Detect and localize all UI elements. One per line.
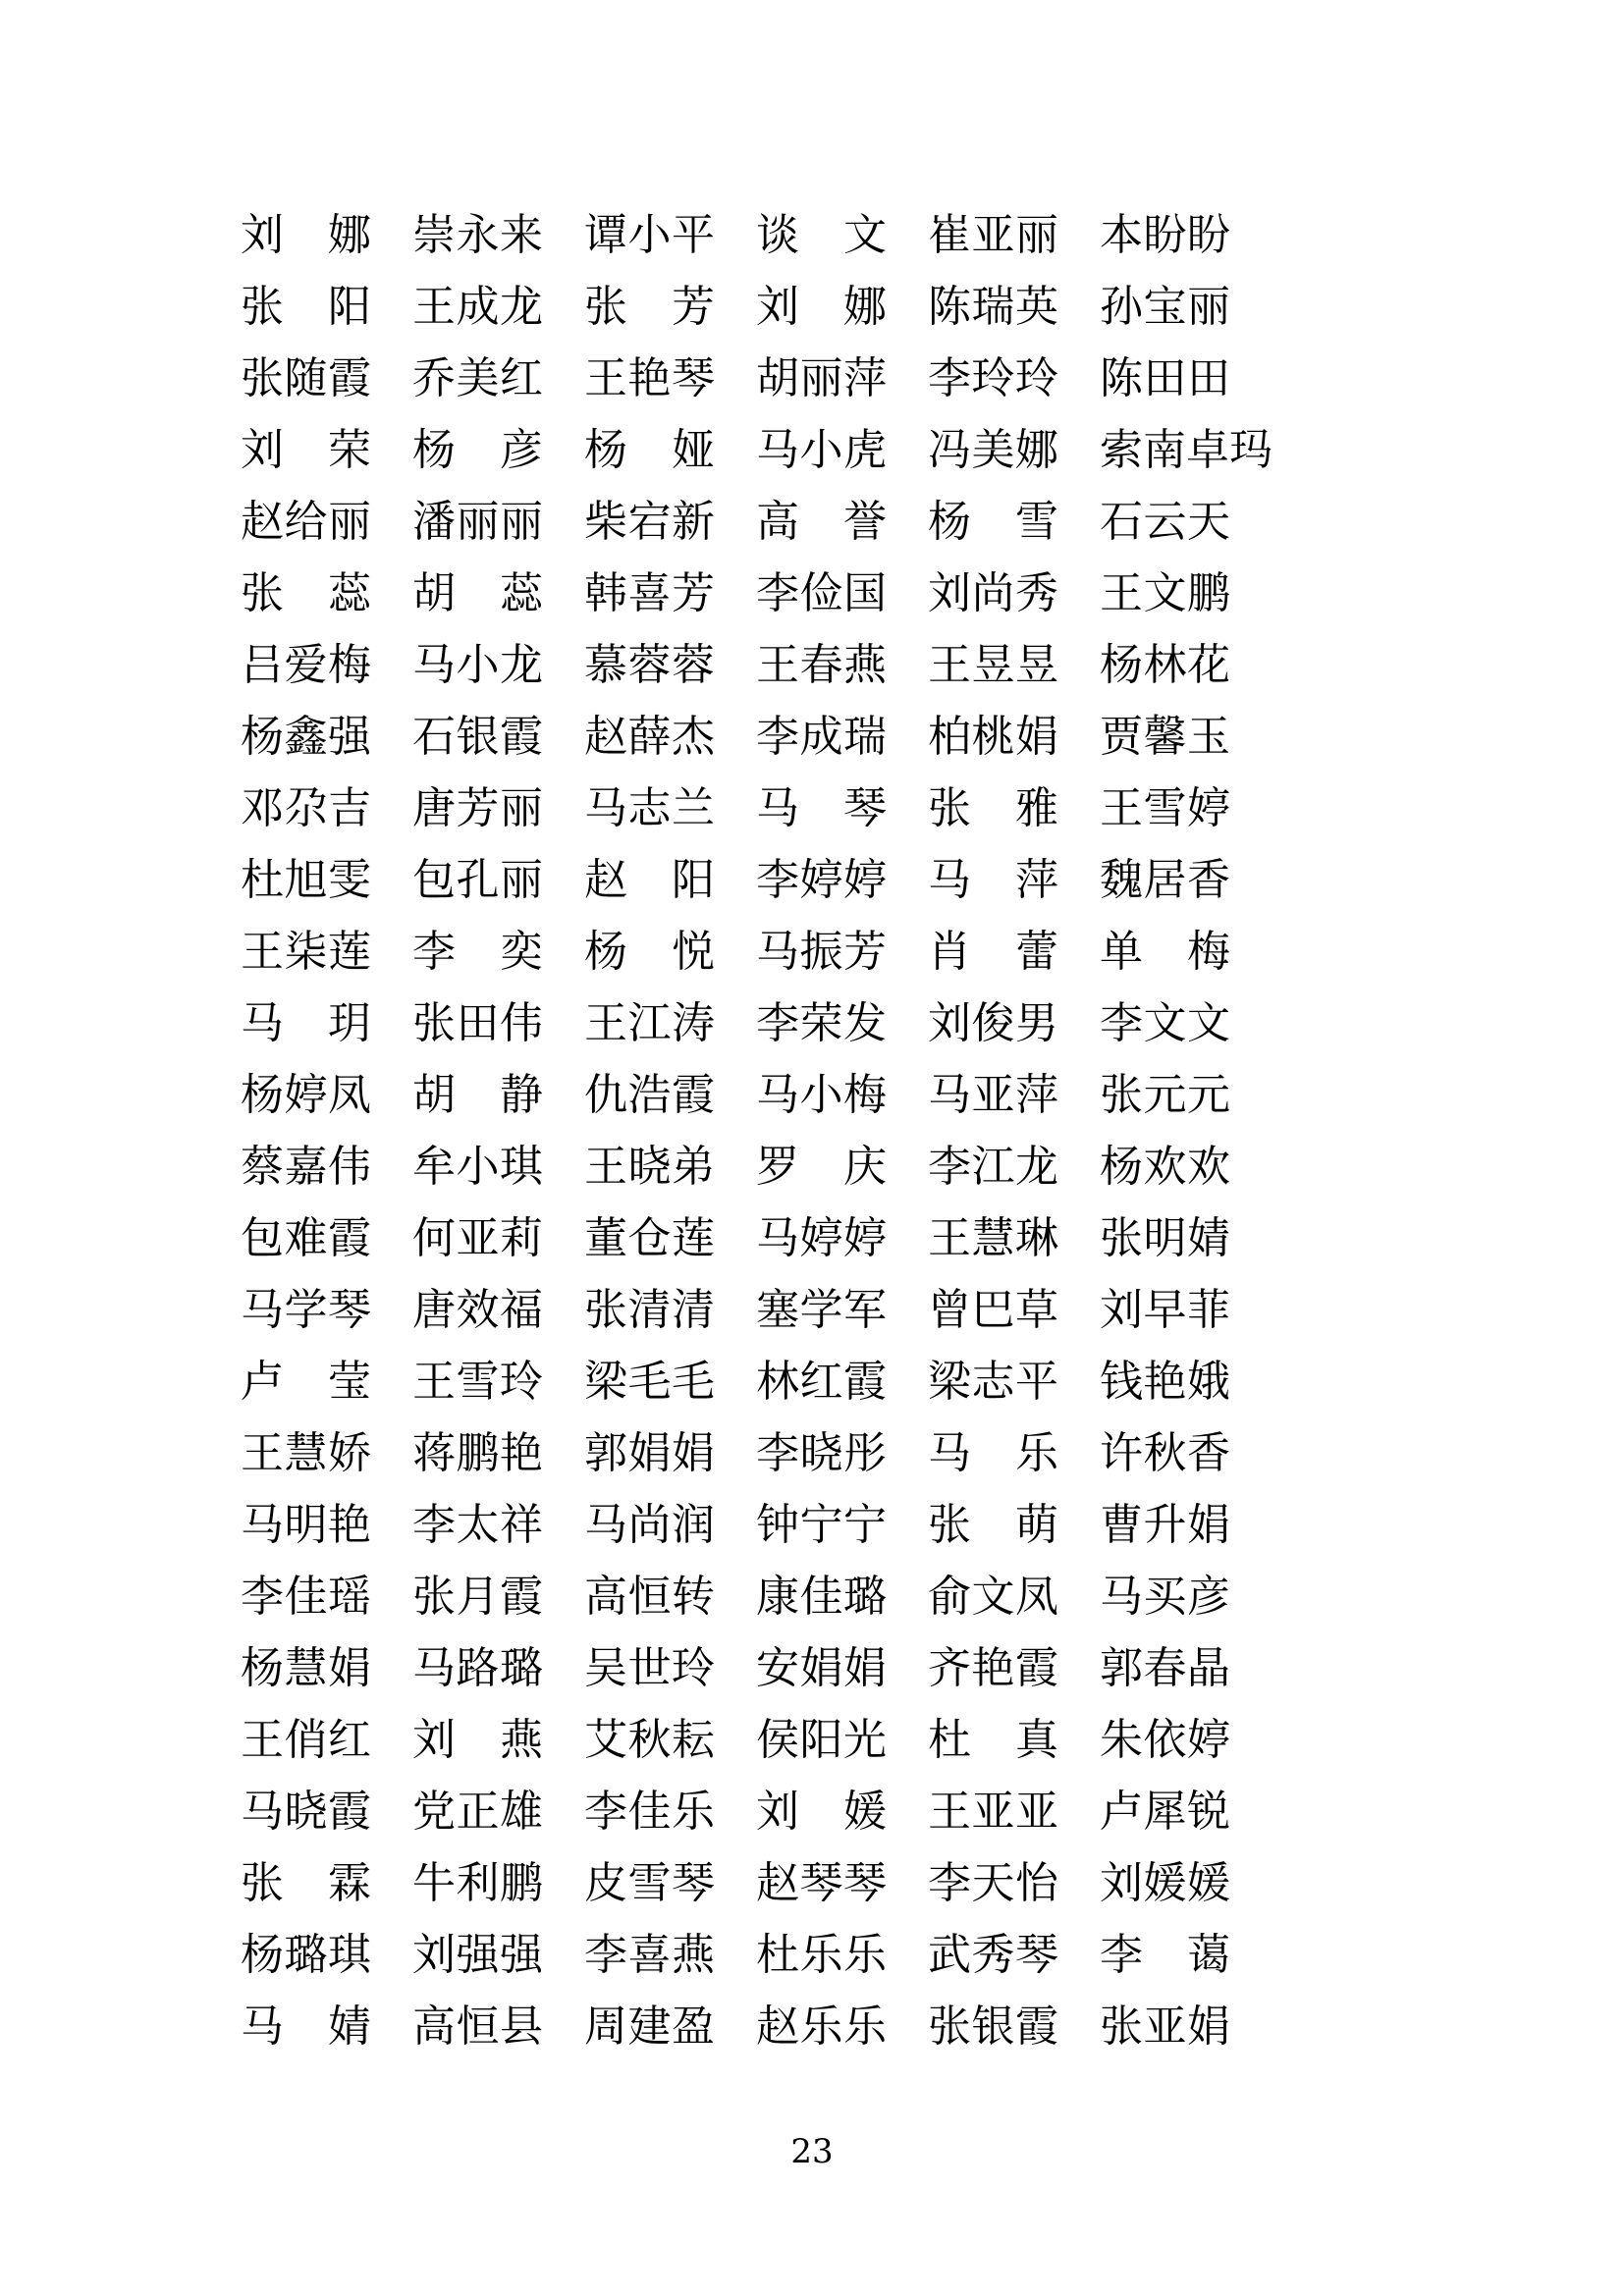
person-name: 王 慧 琳 <box>928 1213 1058 1263</box>
person-name: 杨 婷 凤 <box>241 1070 371 1120</box>
person-name: 马 买 彦 <box>1100 1572 1230 1622</box>
person-name: 孙 宝 丽 <box>1100 282 1230 332</box>
person-name: 李 婷 婷 <box>756 855 887 905</box>
person-name: 陈 瑞 英 <box>928 282 1058 332</box>
page-number: 23 <box>790 2132 834 2171</box>
person-name: 齐 艳 霞 <box>928 1643 1058 1693</box>
person-name: 李 玲 玲 <box>928 353 1058 403</box>
person-name: 杨 彦 <box>412 425 543 475</box>
person-name: 董 仓 莲 <box>584 1213 715 1263</box>
person-name: 马 乐 <box>928 1428 1058 1478</box>
person-name: 马 小 龙 <box>412 640 543 690</box>
names-row <box>241 1776 1399 1847</box>
person-name: 安 娟 娟 <box>756 1643 887 1693</box>
names-row <box>241 916 1399 988</box>
person-name: 马 振 芳 <box>756 927 887 977</box>
person-name: 王 雪 婷 <box>1100 783 1230 833</box>
names-row <box>241 701 1399 773</box>
person-name: 马 玥 <box>241 998 371 1048</box>
person-name: 李 蔼 <box>1100 1930 1230 1980</box>
person-name: 吕 爱 梅 <box>241 640 371 690</box>
person-name: 包 孔 丽 <box>412 855 543 905</box>
person-name: 王 慧 娇 <box>241 1428 371 1478</box>
person-name: 武 秀 琴 <box>928 1930 1058 1980</box>
person-name: 曾 巴 草 <box>928 1285 1058 1335</box>
person-name: 刘 强 强 <box>412 1930 543 1980</box>
names-row <box>241 988 1399 1059</box>
person-name: 刘 燕 <box>412 1715 543 1765</box>
person-name: 马 晓 霞 <box>241 1787 371 1837</box>
person-name: 赵 阳 <box>584 855 715 905</box>
names-grid <box>241 199 1399 2062</box>
person-name: 李 江 龙 <box>928 1142 1058 1192</box>
person-name: 杜 旭 雯 <box>241 855 371 905</box>
names-row <box>241 1919 1399 1991</box>
names-row <box>241 1131 1399 1202</box>
names-row <box>241 1847 1399 1919</box>
person-name: 唐 芳 丽 <box>412 783 543 833</box>
person-name: 赵 薛 杰 <box>584 712 715 762</box>
person-name: 韩 喜 芳 <box>584 568 715 618</box>
person-name: 马 小 虎 <box>756 425 887 475</box>
person-name: 杨 悦 <box>584 927 715 977</box>
person-name: 张 萌 <box>928 1500 1058 1550</box>
person-name: 王 江 涛 <box>584 998 715 1048</box>
person-name: 钱 艳 娥 <box>1100 1357 1230 1407</box>
person-name: 马 路 璐 <box>412 1643 543 1693</box>
person-name: 张 蕊 <box>241 568 371 618</box>
person-name: 刘 媛 媛 <box>1100 1858 1230 1908</box>
person-name: 包 难 霞 <box>241 1213 371 1263</box>
person-name: 周 建 盈 <box>584 2002 715 2052</box>
person-name: 张 芳 <box>584 282 715 332</box>
names-row <box>241 199 1399 271</box>
person-name: 马 婧 <box>241 2002 371 2052</box>
person-name: 杨 璐 琪 <box>241 1930 371 1980</box>
person-name: 塞 学 军 <box>756 1285 887 1335</box>
names-row <box>241 414 1399 486</box>
person-name: 王 俏 红 <box>241 1715 371 1765</box>
person-name: 邓 尕 吉 <box>241 783 371 833</box>
person-name: 马 明 艳 <box>241 1500 371 1550</box>
names-row <box>241 1417 1399 1489</box>
person-name: 蒋 鹏 艳 <box>412 1428 543 1478</box>
person-name: 王 昱 昱 <box>928 640 1058 690</box>
person-name: 皮 雪 琴 <box>584 1858 715 1908</box>
person-name: 马 萍 <box>928 855 1058 905</box>
person-name: 李 晓 彤 <box>756 1428 887 1478</box>
person-name: 高 恒 县 <box>412 2002 543 2052</box>
person-name: 马 小 梅 <box>756 1070 887 1120</box>
person-name: 马 学 琴 <box>241 1285 371 1335</box>
person-name: 高 恒 转 <box>584 1572 715 1622</box>
person-name: 李 荣 发 <box>756 998 887 1048</box>
person-name: 林 红 霞 <box>756 1357 887 1407</box>
person-name: 王 雪 玲 <box>412 1357 543 1407</box>
person-name: 许 秋 香 <box>1100 1428 1230 1478</box>
names-row <box>241 343 1399 414</box>
person-name: 郭 春 晶 <box>1100 1643 1230 1693</box>
person-name: 王 文 鹏 <box>1100 568 1230 618</box>
person-name: 王 柒 莲 <box>241 927 371 977</box>
person-name: 张 田 伟 <box>412 998 543 1048</box>
person-name: 张 亚 娟 <box>1100 2002 1230 2052</box>
person-name: 李 太 祥 <box>412 1500 543 1550</box>
person-name: 刘 荣 <box>241 425 371 475</box>
person-name: 柏 桃 娟 <box>928 712 1058 762</box>
person-name: 杜 真 <box>928 1715 1058 1765</box>
person-name: 李 佳 乐 <box>584 1787 715 1837</box>
person-name: 张 随 霞 <box>241 353 371 403</box>
person-name: 王 春 燕 <box>756 640 887 690</box>
person-name: 马 婷 婷 <box>756 1213 887 1263</box>
person-name: 柴 宕 新 <box>584 497 715 547</box>
person-name: 马 琴 <box>756 783 887 833</box>
person-name: 胡 静 <box>412 1070 543 1120</box>
person-name: 郭 娟 娟 <box>584 1428 715 1478</box>
person-name: 李 天 怡 <box>928 1858 1058 1908</box>
names-row <box>241 1991 1399 2062</box>
person-name: 谈 文 <box>756 210 887 260</box>
person-name: 马 尚 润 <box>584 1500 715 1550</box>
person-name: 崇 永 来 <box>412 210 543 260</box>
names-row <box>241 773 1399 844</box>
person-name: 唐 效 福 <box>412 1285 543 1335</box>
person-name: 王 艳 琴 <box>584 353 715 403</box>
person-name: 贾 馨 玉 <box>1100 712 1230 762</box>
names-row <box>241 1632 1399 1704</box>
person-name: 张 元 元 <box>1100 1070 1230 1120</box>
names-row <box>241 271 1399 343</box>
person-name: 魏 居 香 <box>1100 855 1230 905</box>
person-name: 张 阳 <box>241 282 371 332</box>
person-name: 梁 志 平 <box>928 1357 1058 1407</box>
person-name: 朱 依 婷 <box>1100 1715 1230 1765</box>
names-row <box>241 1202 1399 1274</box>
person-name: 梁 毛 毛 <box>584 1357 715 1407</box>
person-name: 张 清 清 <box>584 1285 715 1335</box>
person-name: 何 亚 莉 <box>412 1213 543 1263</box>
person-name: 赵 给 丽 <box>241 497 371 547</box>
person-name: 康 佳 璐 <box>756 1572 887 1622</box>
names-row <box>241 1346 1399 1417</box>
person-name: 石 银 霞 <box>412 712 543 762</box>
person-name: 张 明 婧 <box>1100 1213 1230 1263</box>
person-name: 慕 蓉 蓉 <box>584 640 715 690</box>
person-name: 赵 乐 乐 <box>756 2002 887 2052</box>
person-name: 张 银 霞 <box>928 2002 1058 2052</box>
person-name: 马 志 兰 <box>584 783 715 833</box>
person-name: 冯 美 娜 <box>928 425 1058 475</box>
names-row <box>241 558 1399 629</box>
person-name: 石 云 天 <box>1100 497 1230 547</box>
person-name: 王 成 龙 <box>412 282 543 332</box>
person-name: 刘 娜 <box>241 210 371 260</box>
person-name: 仇 浩 霞 <box>584 1070 715 1120</box>
person-name: 胡 蕊 <box>412 568 543 618</box>
person-name: 刘 媛 <box>756 1787 887 1837</box>
person-name: 刘 早 菲 <box>1100 1285 1230 1335</box>
person-name: 牛 利 鹏 <box>412 1858 543 1908</box>
person-name: 本 盼 盼 <box>1100 210 1230 260</box>
person-name: 刘 娜 <box>756 282 887 332</box>
person-name: 杨 林 花 <box>1100 640 1230 690</box>
person-name: 杨 娅 <box>584 425 715 475</box>
names-row <box>241 1059 1399 1131</box>
person-name: 杨 慧 娟 <box>241 1643 371 1693</box>
person-name: 马 亚 萍 <box>928 1070 1058 1120</box>
person-name: 侯 阳 光 <box>756 1715 887 1765</box>
names-row <box>241 486 1399 558</box>
person-name: 张 月 霞 <box>412 1572 543 1622</box>
person-name: 李 奕 <box>412 927 543 977</box>
person-name: 李 佳 瑶 <box>241 1572 371 1622</box>
person-name: 胡 丽 萍 <box>756 353 887 403</box>
person-name: 吴 世 玲 <box>584 1643 715 1693</box>
person-name: 王 亚 亚 <box>928 1787 1058 1837</box>
person-name: 单 梅 <box>1100 927 1230 977</box>
person-name: 谭 小 平 <box>584 210 715 260</box>
names-row <box>241 1274 1399 1346</box>
person-name: 杨 雪 <box>928 497 1058 547</box>
person-name: 李 俭 国 <box>756 568 887 618</box>
names-row <box>241 629 1399 701</box>
person-name: 杨 欢 欢 <box>1100 1142 1230 1192</box>
person-name: 肖 蕾 <box>928 927 1058 977</box>
person-name: 俞 文 凤 <box>928 1572 1058 1622</box>
person-name: 刘 俊 男 <box>928 998 1058 1048</box>
person-name: 刘 尚 秀 <box>928 568 1058 618</box>
names-row <box>241 844 1399 916</box>
person-name: 卢 莹 <box>241 1357 371 1407</box>
person-name: 卢 犀 锐 <box>1100 1787 1230 1837</box>
person-name: 钟 宁 宁 <box>756 1500 887 1550</box>
names-row <box>241 1561 1399 1632</box>
person-name: 党 正 雄 <box>412 1787 543 1837</box>
person-name: 艾 秋 耘 <box>584 1715 715 1765</box>
person-name: 牟 小 琪 <box>412 1142 543 1192</box>
person-name: 陈 田 田 <box>1100 353 1230 403</box>
person-name: 蔡 嘉 伟 <box>241 1142 371 1192</box>
person-name: 赵 琴 琴 <box>756 1858 887 1908</box>
person-name: 王 晓 弟 <box>584 1142 715 1192</box>
person-name: 索 南 卓 玛 <box>1100 425 1272 475</box>
names-row <box>241 1489 1399 1561</box>
person-name: 李 文 文 <box>1100 998 1230 1048</box>
person-name: 杜 乐 乐 <box>756 1930 887 1980</box>
person-name: 张 霖 <box>241 1858 371 1908</box>
person-name: 李 喜 燕 <box>584 1930 715 1980</box>
person-name: 乔 美 红 <box>412 353 543 403</box>
person-name: 潘 丽 丽 <box>412 497 543 547</box>
person-name: 李 成 瑞 <box>756 712 887 762</box>
person-name: 崔 亚 丽 <box>928 210 1058 260</box>
person-name: 杨 鑫 强 <box>241 712 371 762</box>
person-name: 曹 升 娟 <box>1100 1500 1230 1550</box>
names-row <box>241 1704 1399 1776</box>
person-name: 张 雅 <box>928 783 1058 833</box>
person-name: 罗 庆 <box>756 1142 887 1192</box>
person-name: 高 誉 <box>756 497 887 547</box>
